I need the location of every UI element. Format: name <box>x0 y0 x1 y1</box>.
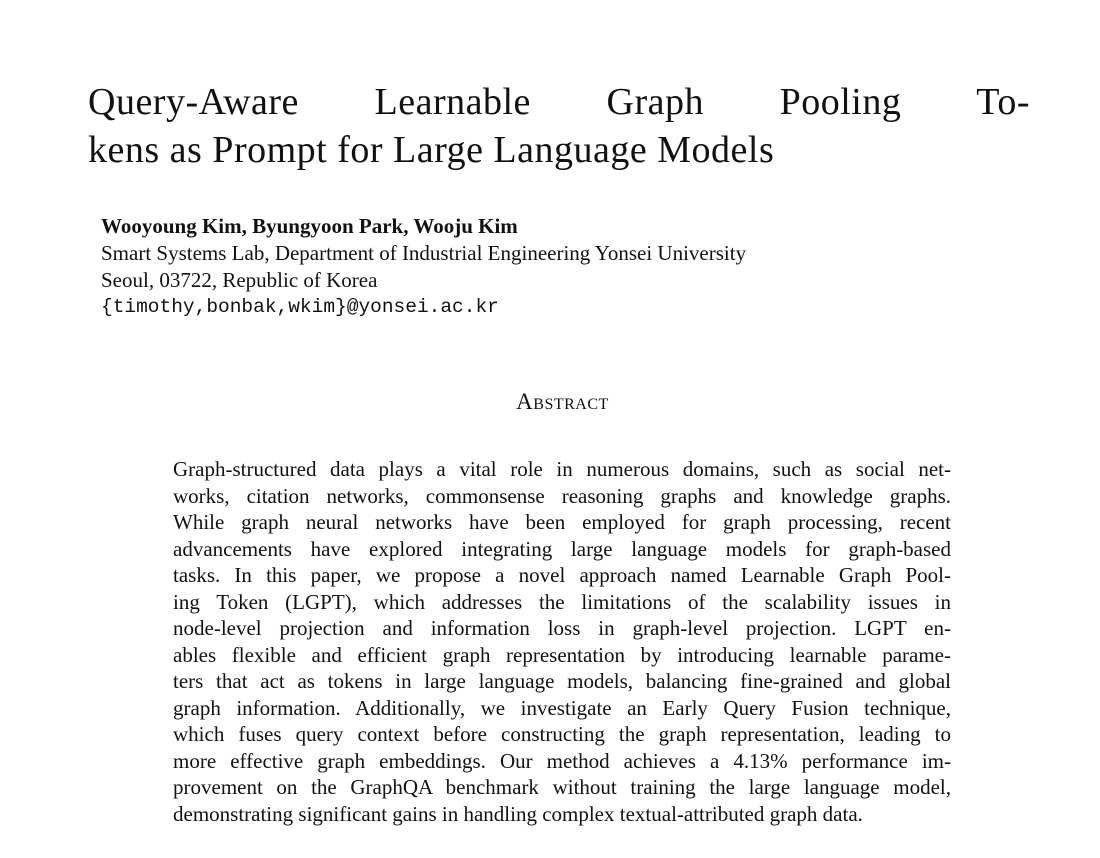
author-block <box>101 213 1001 321</box>
abstract-line: which fuses query context before constructing the graph representation, leading to <box>173 722 951 746</box>
author-email: {timothy,bonbak,wkim}@yonsei.ac.kr <box>101 296 499 318</box>
abstract-heading: Abstract <box>516 389 609 414</box>
abstract-line: ing Token (LGPT), which addresses the limitations of the scalability issues in <box>173 589 951 614</box>
abstract-line: graph information. Additionally, we investigate an Early Query Fusion technique, <box>173 695 951 720</box>
paper-title-line-2: kens as Prompt for Large Language Models <box>88 129 775 171</box>
author-address: Seoul, 03722, Republic of Korea <box>101 268 378 292</box>
abstract-line: provement on the GraphQA benchmark without training the large language model, <box>173 775 951 799</box>
abstract-line: more effective graph embeddings. Our method achieves a 4.13% performance im- <box>173 748 951 773</box>
abstract-line: Graph-structured data plays a vital role in numerous domains, such as social net- <box>173 457 951 481</box>
abstract-line: ters that act as tokens in large language models, balancing fine-grained and global <box>173 669 951 693</box>
paper-title-line-1: Query-Aware Learnable Graph Pooling To- <box>88 81 1030 123</box>
author-affiliation: Smart Systems Lab, Department of Industrial Engineering Yonsei University <box>101 241 747 265</box>
abstract-line: While graph neural networks have been employed for graph processing, recent <box>173 510 951 534</box>
paper-title <box>88 78 1038 174</box>
abstract-line: works, citation networks, commonsense reasoning graphs and knowledge graphs. <box>173 483 951 508</box>
abstract-body <box>173 456 951 827</box>
abstract-line: advancements have explored integrating large language models for graph-based <box>173 536 951 561</box>
author-names: Wooyoung Kim, Byungyoon Park, Wooju Kim <box>101 214 518 238</box>
abstract-line: demonstrating significant gains in handling complex textual-attributed graph data. <box>173 801 863 826</box>
abstract-line: ables flexible and efficient graph representation by introducing learnable parame- <box>173 642 951 667</box>
abstract-line: tasks. In this paper, we propose a novel approach named Learnable Graph Pool- <box>173 563 951 587</box>
abstract-line: node-level projection and information loss in graph-level projection. LGPT en- <box>173 616 951 640</box>
